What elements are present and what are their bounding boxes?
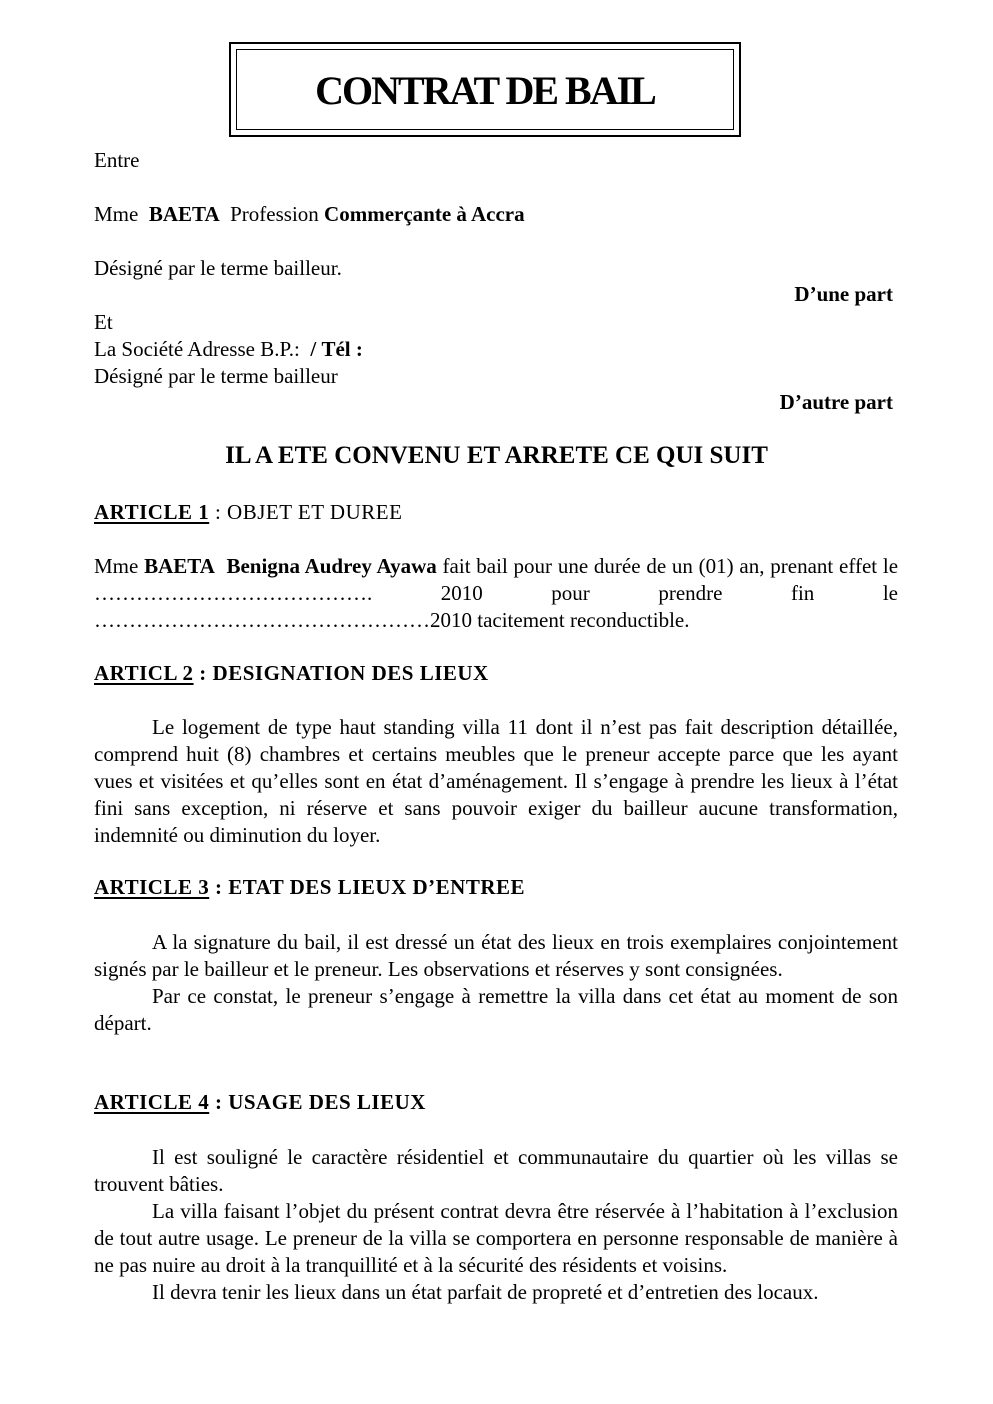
article-1-body — [94, 553, 898, 634]
document-title: CONTRAT DE BAIL — [315, 68, 655, 113]
article-4-body — [94, 1144, 898, 1306]
title-box — [229, 42, 741, 137]
societe-line — [94, 336, 363, 363]
article-2-title: : DESIGNATION DES LIEUX — [199, 661, 489, 685]
article-1-mme: Mme — [94, 554, 139, 578]
profession-value: Commerçante à Accra — [324, 202, 525, 226]
bailleur-name: BAETA — [148, 202, 220, 226]
article-2-paragraph: Le logement de type haut standing villa 11 dont il n’est pas fait description détaillée, comprend huit (8) chambres et certains meubles que le preneur accepte parce que les ayant vues et visitées et qu’elles sont en état d’aménagement. Il s’engage à prendre les lieux à l’état fini sans exception, ni réserve et sans pouvoir exiger du bailleur aucune transformation, indemnité ou diminution du loyer. — [94, 715, 898, 847]
article-4-paragraph-3: Il devra tenir les lieux dans un état parfait de propreté et d’entretien des locaux. — [152, 1280, 819, 1304]
designe-line-2: Désigné par le terme bailleur — [94, 364, 338, 388]
article-2-heading — [94, 661, 489, 686]
article-1-name: BAETA — [144, 554, 215, 578]
societe-address: La Société Adresse B.P.: — [94, 337, 300, 361]
article-4-number: ARTICLE 4 — [94, 1090, 210, 1114]
article-2-body — [94, 714, 898, 849]
title-box-inner — [236, 49, 734, 130]
article-3-heading — [94, 875, 525, 900]
profession-label: Profession — [230, 202, 319, 226]
entre-line: Entre — [94, 148, 140, 172]
article-2-number: ARTICL 2 — [94, 661, 194, 685]
convenu-heading: IL A ETE CONVENU ET ARRETE CE QUI SUIT — [225, 442, 768, 469]
article-4-heading — [94, 1090, 426, 1115]
designe-line-1: Désigné par le terme bailleur. — [94, 256, 342, 280]
article-3-body — [94, 929, 898, 1037]
dautre-part: D’autre part — [779, 390, 893, 414]
article-4-paragraph-1: Il est souligné le caractère résidentiel et communautaire du quartier où les villas se trouvent bâties. — [94, 1145, 898, 1196]
tel-label: Tél : — [321, 337, 363, 361]
dune-part: D’une part — [794, 282, 893, 306]
tel-separator: / — [310, 337, 317, 361]
article-1-title: : OBJET ET DUREE — [214, 500, 403, 524]
article-1-number: ARTICLE 1 — [94, 500, 210, 524]
article-3-paragraph-1: A la signature du bail, il est dressé un état des lieux en trois exemplaires conjointement signés par le bailleur et le preneur. Les observations et réserves y sont consignées. — [94, 930, 898, 981]
article-1-fullname: Benigna Audrey Ayawa — [226, 554, 437, 578]
bailleur-line — [94, 201, 525, 228]
article-4-title: : USAGE DES LIEUX — [214, 1090, 426, 1114]
mme-label: Mme — [94, 202, 139, 226]
article-4-paragraph-2: La villa faisant l’objet du présent contrat devra être réservée à l’habitation à l’exclusion de tout autre usage. Le preneur de la villa se comportera en personne responsable de manière à ne pas nuire au droit à la tranquillité et à la sécurité des résidents et voisins. — [94, 1199, 898, 1277]
article-3-number: ARTICLE 3 — [94, 875, 210, 899]
article-1-heading — [94, 500, 402, 525]
article-3-title: : ETAT DES LIEUX D’ENTREE — [214, 875, 526, 899]
article-1-text: fait bail pour une durée de un (01) an, prenant effet le …………………………………. 2010 pour prendre fin le …………………………………………2010 tacitement reconductible. — [94, 554, 899, 632]
et-line: Et — [94, 310, 113, 334]
article-3-paragraph-2: Par ce constat, le preneur s’engage à remettre la villa dans cet état au moment de son départ. — [94, 984, 898, 1035]
